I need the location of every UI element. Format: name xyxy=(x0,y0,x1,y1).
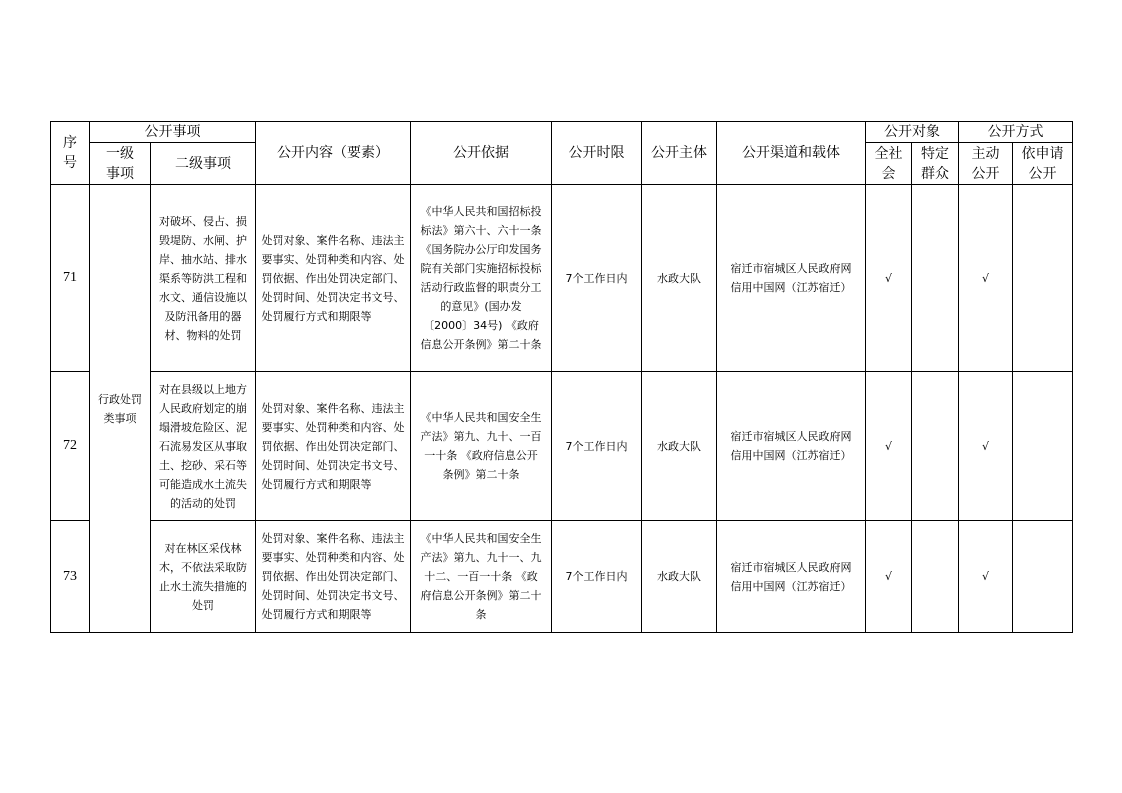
header-subject: 公开主体 xyxy=(642,122,717,185)
row-level2: 对破坏、侵占、损毁堤防、水闸、护岸、抽水站、排水渠系等防洪工程和水文、通信设施以及防汛备用的器材、物料的处罚 xyxy=(151,185,256,372)
row-subject: 水政大队 xyxy=(642,185,717,372)
header-method-request: 依申请公开 xyxy=(1013,143,1073,185)
row-audience-specific xyxy=(912,185,959,372)
header-method-active: 主动公开 xyxy=(959,143,1013,185)
row-subject: 水政大队 xyxy=(642,521,717,633)
header-public-items: 公开事项 xyxy=(90,122,256,143)
row-channel: 宿迁市宿城区人民政府网 信用中国网（江苏宿迁） xyxy=(717,185,866,372)
row-method-active: √ xyxy=(959,372,1013,521)
header-time-limit: 公开时限 xyxy=(552,122,642,185)
header-channel: 公开渠道和载体 xyxy=(717,122,866,185)
header-audience: 公开对象 xyxy=(866,122,959,143)
row-seq: 72 xyxy=(51,372,90,521)
row-method-active: √ xyxy=(959,521,1013,633)
row-method-active: √ xyxy=(959,185,1013,372)
row-method-request xyxy=(1013,185,1073,372)
row-seq: 71 xyxy=(51,185,90,372)
header-level1: 一级事项 xyxy=(90,143,151,185)
row-method-request xyxy=(1013,372,1073,521)
row-content: 处罚对象、案件名称、违法主要事实、处罚种类和内容、处罚依据、作出处罚决定部门、处罚时间、处罚决定书文号、处罚履行方式和期限等 xyxy=(256,372,411,521)
header-level2: 二级事项 xyxy=(151,143,256,185)
row-channel: 宿迁市宿城区人民政府网 信用中国网（江苏宿迁） xyxy=(717,372,866,521)
header-seq: 序号 xyxy=(51,122,90,185)
row-audience-specific xyxy=(912,521,959,633)
row-basis: 《中华人民共和国招标投标法》第六十、六十一条 《国务院办公厅印发国务院有关部门实施招标投标活动行政监督的职责分工的意见》(国办发〔2000〕34号) 《政府信息公开条例》第二十条 xyxy=(411,185,552,372)
level1-cell: 行政处罚类事项 xyxy=(90,185,151,633)
row-level2: 对在林区采伐林木，不依法采取防止水土流失措施的处罚 xyxy=(151,521,256,633)
row-time-limit: 7个工作日内 xyxy=(552,185,642,372)
header-audience-specific: 特定群众 xyxy=(912,143,959,185)
row-time-limit: 7个工作日内 xyxy=(552,372,642,521)
table-row xyxy=(51,185,1073,372)
row-content: 处罚对象、案件名称、违法主要事实、处罚种类和内容、处罚依据、作出处罚决定部门、处罚时间、处罚决定书文号、处罚履行方式和期限等 xyxy=(256,185,411,372)
row-audience-all: √ xyxy=(866,372,912,521)
row-subject: 水政大队 xyxy=(642,372,717,521)
row-time-limit: 7个工作日内 xyxy=(552,521,642,633)
row-method-request xyxy=(1013,521,1073,633)
table-row xyxy=(51,372,1073,521)
header-method: 公开方式 xyxy=(959,122,1073,143)
row-basis: 《中华人民共和国安全生产法》第九、九十一、九十二、一百一十条 《政府信息公开条例》第二十条 xyxy=(411,521,552,633)
row-audience-specific xyxy=(912,372,959,521)
row-content: 处罚对象、案件名称、违法主要事实、处罚种类和内容、处罚依据、作出处罚决定部门、处罚时间、处罚决定书文号、处罚履行方式和期限等 xyxy=(256,521,411,633)
disclosure-table xyxy=(50,121,1073,633)
header-audience-all: 全社会 xyxy=(866,143,912,185)
row-audience-all: √ xyxy=(866,185,912,372)
header-content: 公开内容（要素） xyxy=(256,122,411,185)
row-channel: 宿迁市宿城区人民政府网 信用中国网（江苏宿迁） xyxy=(717,521,866,633)
row-basis: 《中华人民共和国安全生产法》第九、九十、一百一十条 《政府信息公开条例》第二十条 xyxy=(411,372,552,521)
row-level2: 对在县级以上地方人民政府划定的崩塌滑坡危险区、泥石流易发区从事取土、挖砂、采石等可能造成水土流失的活动的处罚 xyxy=(151,372,256,521)
row-audience-all: √ xyxy=(866,521,912,633)
header-basis: 公开依据 xyxy=(411,122,552,185)
row-seq: 73 xyxy=(51,521,90,633)
table-row xyxy=(51,521,1073,633)
